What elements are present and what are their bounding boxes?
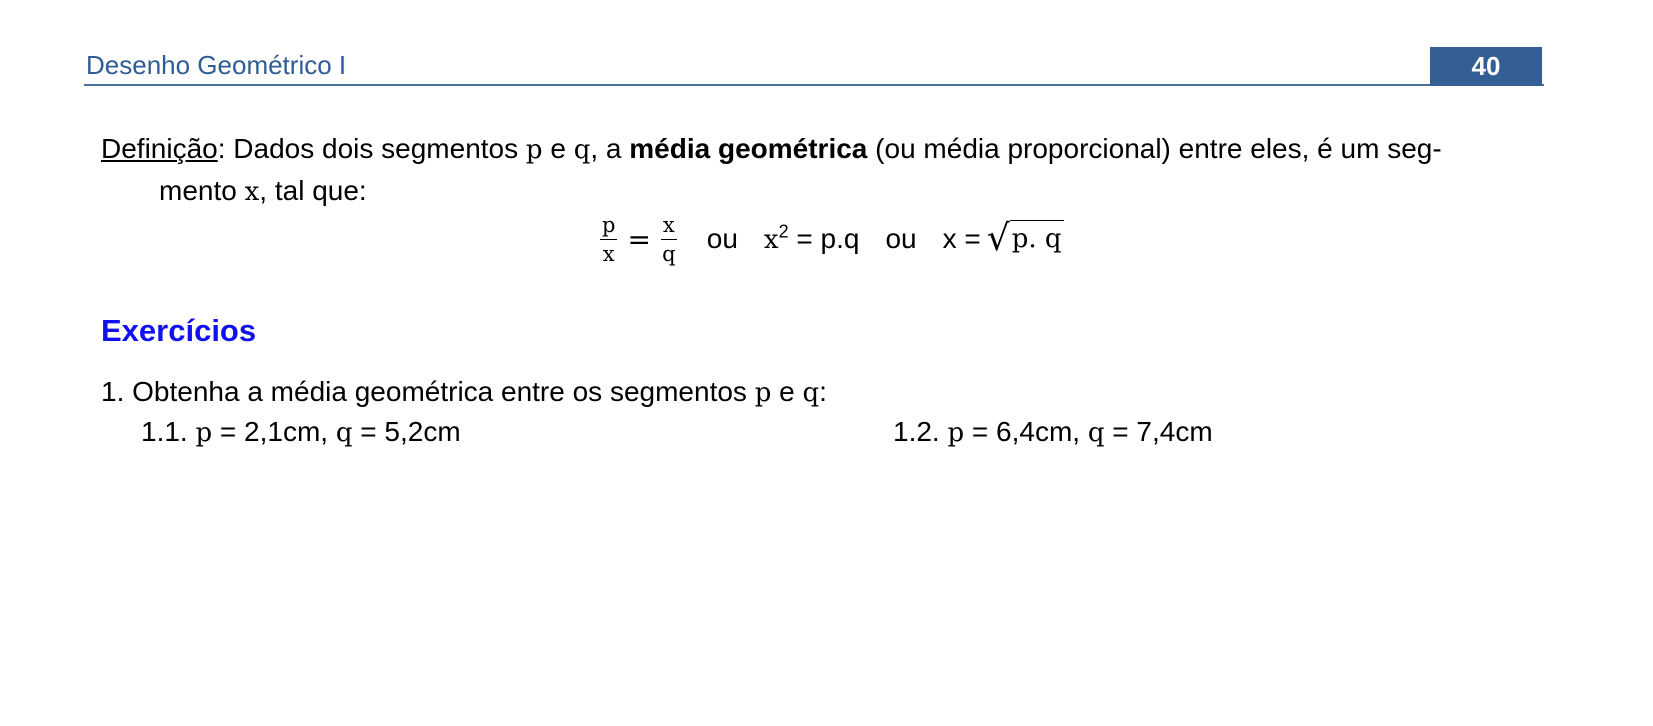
or-word: ou — [885, 223, 917, 254]
var-q: q — [802, 378, 820, 408]
sqrt-icon: √ — [986, 218, 1010, 259]
fraction-denominator: x — [602, 241, 615, 266]
exercise-1-2 — [893, 414, 1213, 451]
equals-sign: = — [627, 222, 651, 256]
section-title-exercicios: Exercícios — [101, 313, 257, 348]
sub-mid: = 2,1cm, — [212, 416, 336, 447]
fraction-denominator: q — [662, 241, 676, 266]
exercise-1-e: e — [771, 376, 803, 407]
exercise-1-suffix: : — [819, 376, 827, 407]
radicand: p. q — [1010, 220, 1064, 257]
sub-prefix: 1.2. — [893, 416, 948, 447]
equation-rhs: = p.q — [788, 223, 860, 254]
var-q: q — [1087, 418, 1105, 448]
or-word: ou — [706, 223, 738, 254]
square-root — [987, 219, 1064, 259]
fraction-x-over-q — [661, 213, 677, 266]
definition-line-2 — [159, 173, 367, 210]
sub-end: = 5,2cm — [352, 416, 461, 447]
var-p: p — [525, 135, 543, 165]
fraction-numerator: p — [600, 213, 617, 240]
header-divider — [84, 84, 1544, 86]
x-base: x — [763, 225, 779, 255]
geometric-mean-formula — [596, 204, 1064, 274]
sub-end: = 7,4cm — [1104, 416, 1213, 447]
sub-prefix: 1.1. — [141, 416, 196, 447]
definition-line2-a: mento — [159, 175, 245, 206]
exercise-1-prefix: 1. Obtenha a média geométrica entre os segmentos — [101, 376, 755, 407]
definition-line-1 — [101, 131, 1442, 168]
definition-text-b: , a — [590, 133, 630, 164]
exercise-1 — [101, 374, 827, 411]
definition-label: Definição — [101, 133, 218, 164]
definition-line2-b: , tal que: — [259, 175, 367, 206]
definition-text-c: (ou média proporcional) entre eles, é um seg- — [867, 133, 1442, 164]
exercise-1-1 — [141, 414, 461, 451]
fraction-p-over-x — [600, 213, 617, 266]
var-p: p — [754, 378, 772, 408]
var-q: q — [335, 418, 353, 448]
exponent: 2 — [778, 221, 789, 242]
definition-bold-term: média geométrica — [629, 133, 868, 164]
var-p: p — [947, 418, 965, 448]
var-x: x — [244, 177, 260, 207]
var-p: p — [195, 418, 213, 448]
header-title: Desenho Geométrico I — [86, 50, 347, 80]
sub-mid: = 6,4cm, — [964, 416, 1088, 447]
definition-text-a: : Dados dois segmentos — [217, 133, 526, 164]
fraction-numerator: x — [661, 213, 677, 240]
definition-text-e: e — [542, 133, 574, 164]
x-squared-equation — [764, 223, 860, 255]
x-equals: x = — [942, 223, 981, 254]
var-q: q — [573, 135, 591, 165]
page-number: 40 — [1430, 47, 1542, 86]
